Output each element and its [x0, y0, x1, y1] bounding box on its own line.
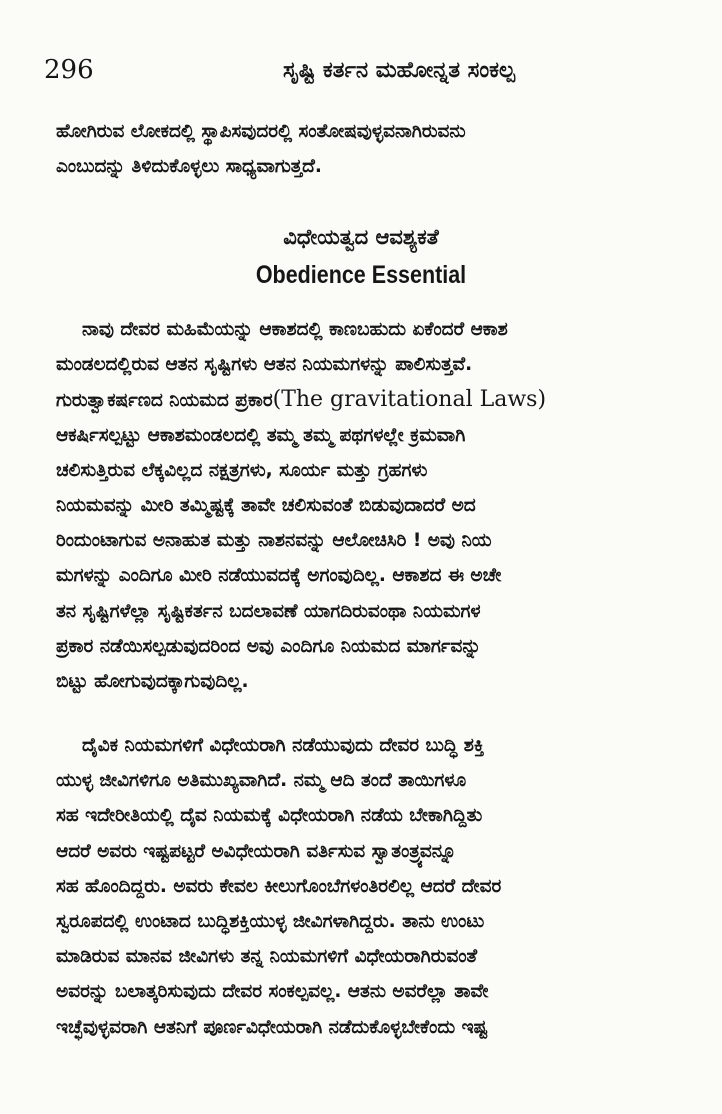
- text-line: ಆದರೆ ಅವರು ಇಷ್ಟಪಟ್ಟರೆ ಅವಿಧೇಯರಾಗಿ ವರ್ತಿಸುವ ಸ್ವಾತಂತ್ರ್ಯವನ್ನೂ: [56, 840, 457, 862]
- text-line: ಎಂಬುದನ್ನು ತಿಳಿದುಕೊಳ್ಳಲು ಸಾಧ್ಯವಾಗುತ್ತದೆ.: [56, 156, 322, 178]
- page-number: 296: [44, 55, 94, 85]
- text-line: ಅವರನ್ನು ಬಲಾತ್ಕರಿಸುವುದು ದೇವರ ಸಂಕಲ್ಪವಲ್ಲ. ಆತನು ಅವರೆಲ್ಲಾ ತಾವೇ: [56, 981, 489, 1003]
- text-line-mixed: [56, 382, 672, 417]
- text-line: ಹೋಗಿರುವ ಲೋಕದಲ್ಲಿ ಸ್ಥಾಪಿಸವುದರಲ್ಲಿ ಸಂತೋಷವುಳ್ಳವನಾಗಿರುವನು: [56, 121, 466, 142]
- section-heading-english: Obedience Essential: [255, 261, 467, 289]
- text-line: ತನ ಸೃಷ್ಟಿಗಳೆಲ್ಲಾ ಸೃಷ್ಟಿಕರ್ತನ ಬದಲಾವಣೆ ಯಾಗದಿರುವಂಥಾ ನಿಯಮಗಳ: [56, 600, 481, 622]
- text-line: ದೈವಿಕ ನಿಯಮಗಳಿಗೆ ವಿಧೇಯರಾಗಿ ನಡೆಯುವುದು ದೇವರ ಬುದ್ಧಿ ಶಕ್ತಿ: [82, 735, 485, 756]
- text-line: ಮಂಡಲದಲ್ಲಿರುವ ಆತನ ಸೃಷ್ಟಿಗಳು ಆತನ ನಿಯಮಗಳನ್ನು ಪಾಲಿಸುತ್ತವೆ.: [56, 354, 473, 376]
- page-header: [44, 54, 674, 94]
- text-line: ನಾವು ದೇವರ ಮಹಿಮೆಯನ್ನು ಆಕಾಶದಲ್ಲಿ ಕಾಣಬಹುದು ಏಕೆಂದರೆ ಆಕಾಶ: [82, 319, 508, 340]
- kannada-phrase: ಗುರುತ್ವಾಕರ್ಷಣದ ನಿಯಮದ ಪ್ರಕಾರ: [56, 390, 273, 412]
- text-line: ಚಲಿಸುತ್ತಿರುವ ಲೆಕ್ಕವಿಲ್ಲದ ನಕ್ಷತ್ರಗಳು, ಸೂರ್ಯ ಮತ್ತು ಗ್ರಹಗಳು: [56, 459, 428, 481]
- text-line: ನಿಯಮವನ್ನು ಮೀರಿ ತಮ್ಮಿಷ್ಟಕ್ಕೆ ತಾವೇ ಚಲಿಸುವಂತೆ ಬಿಡುವುದಾದರೆ ಅದ: [56, 494, 476, 516]
- text-line: ಮಾಡಿರುವ ಮಾನವ ಜೀವಿಗಳು ತನ್ನ ನಿಯಮಗಳಿಗೆ ವಿಧೇಯರಾಗಿರುವಂತೆ: [56, 946, 478, 968]
- text-line: ಸ್ವರೂಪದಲ್ಲಿ ಉಂಟಾದ ಬುದ್ಧಿಶಕ್ತಿಯುಳ್ಳ ಜೀವಿಗಳಾಗಿದ್ದರು. ತಾನು ಉಂಟು: [56, 910, 485, 932]
- text-line: ಇಚ್ಛೆವುಳ್ಳವರಾಗಿ ಆತನಿಗೆ ಪೂರ್ಣವಿಧೇಯರಾಗಿ ನಡೆದುಕೊಳ್ಳಬೇಕೆಂದು ಇಷ್ಟ: [56, 1016, 488, 1038]
- text-line: ಯುಳ್ಳ ಜೀವಿಗಳಿಗೂ ಅತಿಮುಖ್ಯವಾಗಿದೆ. ನಮ್ಮ ಆದಿ ತಂದೆ ತಾಯಿಗಳೂ: [56, 770, 467, 792]
- text-line: ರಿಂದುಂಟಾಗುವ ಅನಾಹುತ ಮತ್ತು ನಾಶನವನ್ನು ಆಲೋಚಿಸಿರಿ ! ಅವು ನಿಯ: [56, 530, 492, 552]
- english-phrase: (The gravitational Laws): [272, 387, 547, 413]
- text-line: ಬಿಟ್ಟು ಹೋಗುವುದಕ್ಕಾಗುವುದಿಲ್ಲ.: [56, 670, 249, 692]
- text-line: ಸಹ ಇದೇರೀತಿಯಲ್ಲಿ ದೈವ ನಿಯಮಕ್ಕೆ ವಿಧೇಯರಾಗಿ ನಡೆಯ ಬೇಕಾಗಿದ್ದಿತು: [56, 805, 483, 827]
- text-line: ಸಹ ಹೊಂದಿದ್ದರು. ಅವರು ಕೇವಲ ಕೀಲುಗೊಂಬೆಗಳಂತಿರಲಿಲ್ಲ ಆದರೆ ದೇವರ: [56, 875, 502, 897]
- running-title: ಸೃಷ್ಟಿ ಕರ್ತನ ಮಹೋನ್ನತ ಸಂಕಲ್ಪ: [283, 58, 515, 83]
- text-line: ಪ್ರಕಾರ ನಡೆಯಿಸಲ್ಪಡುವುದರಿಂದ ಅವು ಎಂದಿಗೂ ನಿಯಮದ ಮಾರ್ಗವನ್ನು: [56, 635, 482, 657]
- section-heading-kannada: ವಿಧೇಯತ್ವದ ಆವಶ್ಯಕತೆ: [283, 225, 439, 249]
- paragraph-obedience-heavens: [56, 312, 672, 699]
- intro-paragraph: [56, 114, 672, 184]
- text-line: ಆಕರ್ಷಿಸಲ್ಪಟ್ಟು ಆಕಾಶಮಂಡಲದಲ್ಲಿ ತಮ್ಮ ತಮ್ಮ ಪಥಗಳಲ್ಲೇ ಕ್ರಮವಾಗಿ: [56, 424, 466, 446]
- text-line: ಮಗಳನ್ನು ಎಂದಿಗೂ ಮೀರಿ ನಡೆಯುವದಕ್ಕೆ ಅಗಂವುದಿಲ್ಲ. ಆಕಾಶದ ಈ ಅಚೇ: [56, 565, 502, 587]
- paragraph-obedience-intelligent-beings: [56, 728, 672, 1045]
